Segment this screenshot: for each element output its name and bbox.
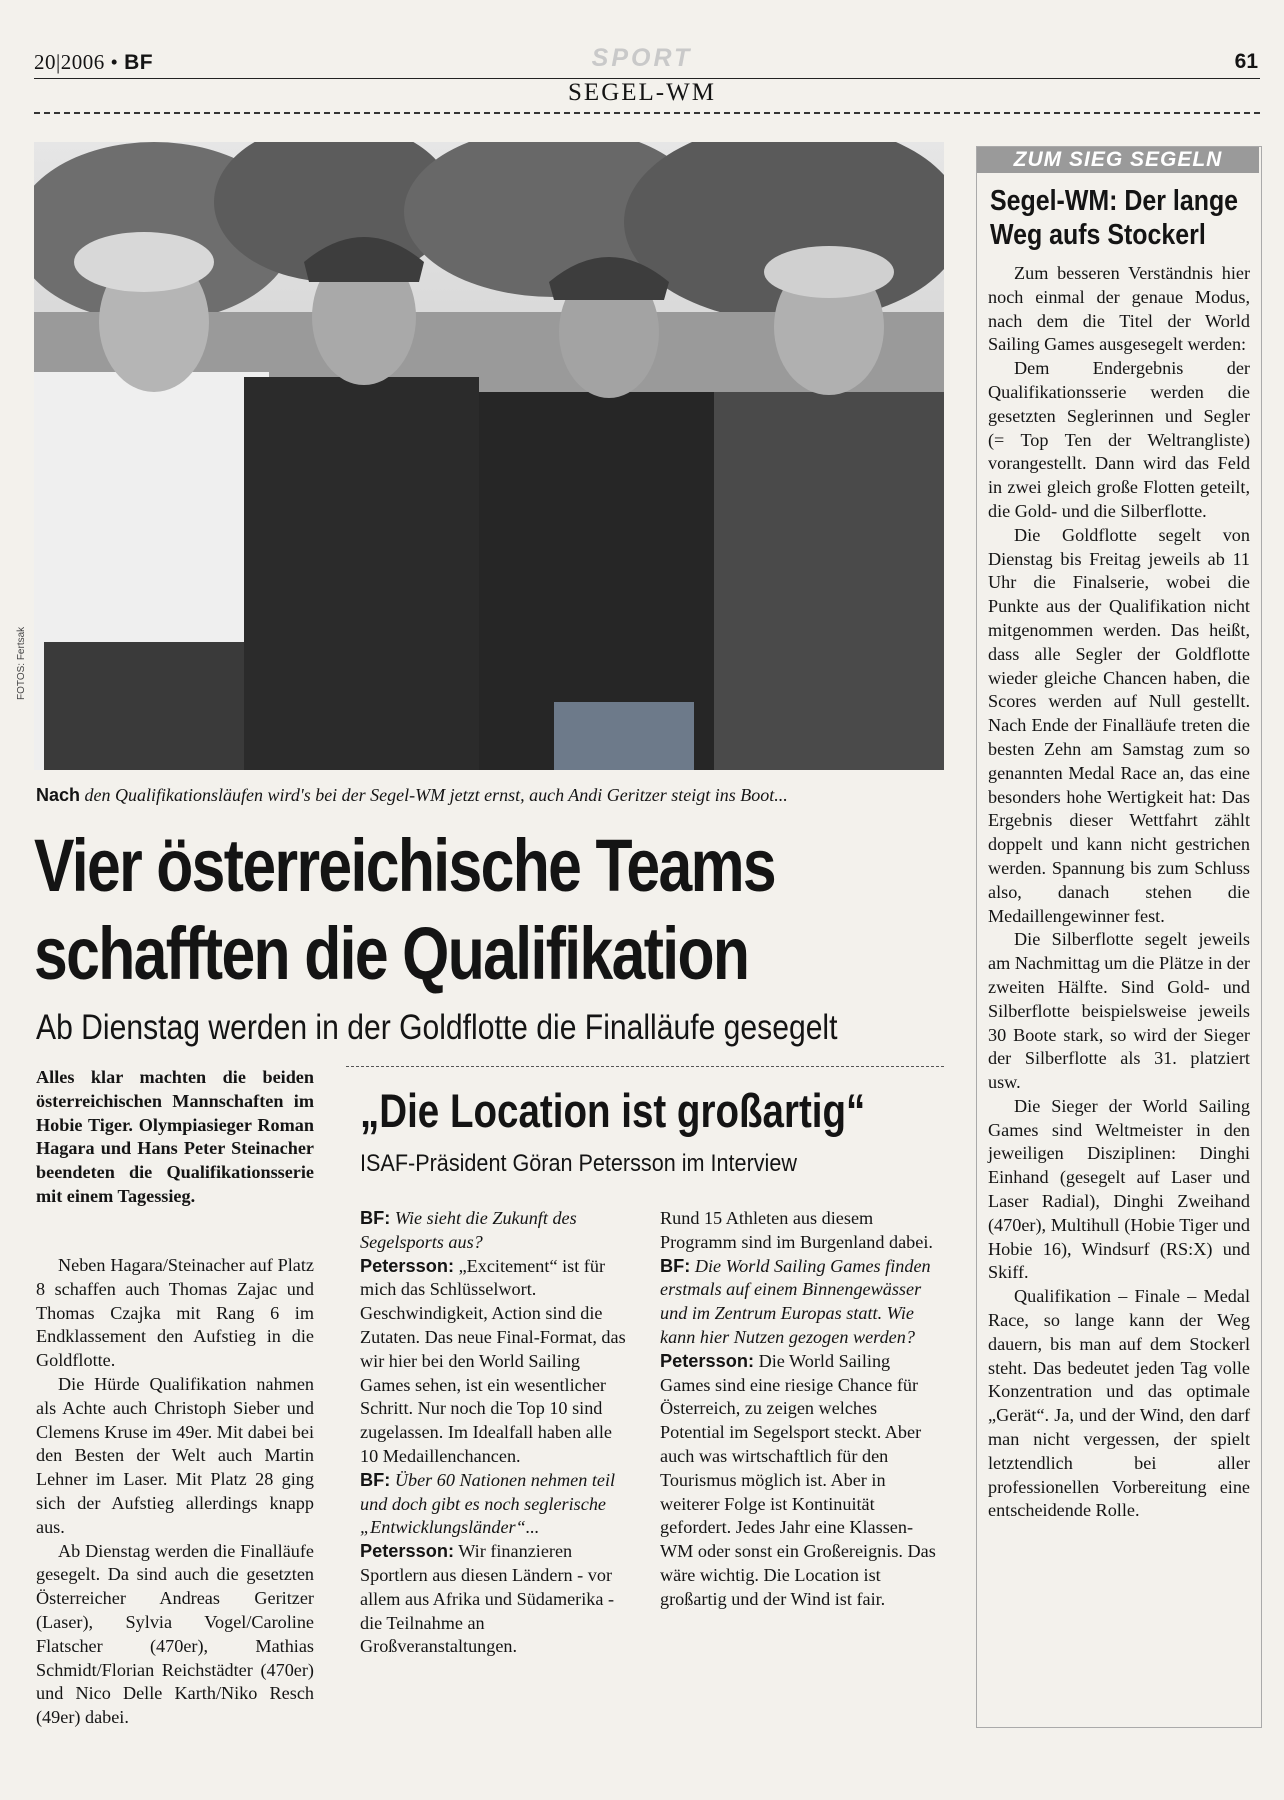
issue-bullet: • [110,50,119,74]
question-text: Die World Sailing Games finden erstmals auf einem Binnengewässer und im Zentrum Europas statt. Wie kann hier Nutzen gezogen werden? [660,1255,931,1347]
photo-credit: FOTOS: Fertsak [16,626,27,700]
publication-name: BF [124,51,154,74]
article-body [36,1254,314,1730]
interview-column-1 [360,1207,632,1659]
interview-question [660,1255,944,1350]
interview-answer [660,1350,944,1612]
speaker-label: Petersson: [360,1255,455,1276]
interview-question [360,1469,632,1540]
headline-line-1: Vier österreichische Teams [34,824,776,907]
article-lead: Alles klar machten die beiden österreichischen Mannschaften im Hobie Tiger. Olympiasieger Roman Hagara und Hans Peter Steinacher beendeten die Qualifikationsserie mit einem Tagessieg. [36,1067,314,1206]
interview-question [360,1207,632,1255]
sidebar-paragraph: Dem Endergebnis der Qualifikationsserie werden die gesetzten Seglerinnen und Segler (= Top Ten der Weltrangliste) vorangestellt. Dann wird das Feld in zwei gleich große Flotten geteilt, die Gold- und die Silberflotte. [988,358,1250,521]
speaker-label: BF: [360,1208,391,1228]
sidebar-paragraph: Die Goldflotte segelt von Dienstag bis Freitag jeweils ab 11 Uhr die Finalserie, wobei die Punkte aus der Qualifikation nicht mitgenommen werden. Das heißt, dass alle Segler der Goldflotte wieder gleiche Chancen haben, die Scores werden auf Null gestellt. Nach Ende der Finalläufe treten die besten Zehn am Samstag zum so genannten Medal Race an, das eine besonders hohe Wertigkeit hat: Das Ergebnis dieser Wettfahrt zählt doppelt und kann nicht gestrichen werden. Spannung bis zum Schluss also, danach stehen die Medaillengewinner fest. [988,524,1250,926]
sidebar-paragraph: Qualifikation – Finale – Medal Race, so lange kann der Weg dauern, bis man auf dem Stockerl steht. Das bedeutet jeden Tag volle Konzentration und das optimale „Gerät“. Ja, und der Wind, den darf man nicht vergessen, der spielt letztendlich bei aller professionellen Vorbereitung eine entscheidende Rolle. [988,1286,1250,1521]
speaker-label: Petersson: [660,1350,755,1371]
section-label: SPORT [591,44,693,72]
question-text: Wie sieht die Zukunft des Segelsports aus? [360,1208,577,1252]
answer-text: Rund 15 Athleten aus diesem Programm sind im Burgenland dabei. [660,1208,933,1252]
article-subheadline: Ab Dienstag werden in der Goldflotte die Finalläufe gesegelt [36,1008,838,1047]
caption-text: den Qualifikationsläufen wird's bei der Segel-WM jetzt ernst, auch Andi Geritzer steigt ins Boot... [80,785,788,805]
sidebar-paragraph: Zum besseren Verständnis hier noch einmal der genaue Modus, nach dem die Titel der World Sailing Games ausgesegelt werden: [988,263,1250,355]
interview-title: „Die Location ist großartig“ [360,1084,866,1137]
answer-text: Wir finanzieren Sportlern aus diesen Ländern - vor allem aus Afrika und Südamerika - die Teilnahme an Großveranstaltungen. [360,1541,615,1657]
issue-number: 20|2006 [34,50,105,74]
article-paragraph: Ab Dienstag werden die Finalläufe gesegelt. Da sind auch die gesetzten Österreicher Andreas Geritzer (Laser), Sylvia Vogel/Caroline Flatscher (470er), Mathias Schmidt/Florian Reichstädter (470er) und Nico Delle Karth/Niko Resch (49er) dabei. [36,1540,314,1728]
interview-answer [360,1255,632,1469]
section-title: SEGEL-WM [568,79,716,106]
article-headline [34,822,944,998]
interview-column-2 [660,1207,944,1612]
answer-text: Die World Sailing Games sind eine riesige Chance für Österreich, zu zeigen welches Potential im Segelsport steckt. Aber auch was wirtschaftlich für den Tourismus möglich ist. Aber in weiterer Folge ist Kontinuität gefordert. Jedes Jahr eine Klassen-WM oder sonst ein Großereignis. Das wäre wichtig. Die Location ist großartig und der Wind ist fair. [660,1350,936,1609]
interview-answer [360,1540,632,1659]
speaker-label: BF: [360,1469,391,1490]
page-number: 61 [1234,50,1258,73]
sidebar-banner: ZUM SIEG SEGELN [977,147,1259,173]
interview-answer [660,1207,944,1255]
article-paragraph: Neben Hagara/Steinacher auf Platz 8 schaffen auch Thomas Zajac und Thomas Czajka mit Rang 6 im Endklassement den Aufstieg in die Goldflotte. [36,1255,314,1371]
sidebar-body [988,262,1250,1523]
sidebar-title: Segel-WM: Der lange Weg aufs Stockerl [990,185,1239,251]
speaker-label: Petersson: [360,1541,455,1562]
team-photo [34,142,944,770]
caption-lead: Nach [36,785,81,805]
team-photo-illustration [34,142,944,770]
speaker-label: BF: [660,1255,691,1276]
answer-text: „Excitement“ ist für mich das Schlüsselwort. Geschwindigkeit, Action sind die Zutaten. Das neue Final-Format, das wir hier bei den World Sailing Games sehen, ist ein wesentlicher Schritt. Nur noch die Top 10 sind zugelassen. Im Idealfall haben alle 10 Medaillenchancen. [360,1255,626,1466]
article-paragraph: Die Hürde Qualifikation nahmen als Achte auch Christoph Sieber und Clemens Kruse im 49er. Mit dabei bei den Besten der Welt auch Martin Lehner im Laser. Mit Platz 28 ging sich der Aufstieg allerdings knapp aus. [36,1373,314,1537]
headline-line-2: schafften die Qualifikation [34,912,749,995]
sidebar-paragraph: Die Silberflotte segelt jeweils am Nachmittag um die Plätze in der zweiten Hälfte. Sind Gold- und Silberflotte beispielsweise jeweils 30 Boote stark, so wird der Sieger der Silberflotte als 31. platziert usw. [988,929,1250,1093]
sidebar-paragraph: Die Sieger der World Sailing Games sind Weltmeister in den jeweiligen Disziplinen: Dinghi Einhand (gesegelt auf Laser und Laser Radial), Dinghi Zweihand (470er), Multihull (Hobie Tiger und Hobie 16), Windsurf (RS:X) und Skiff. [988,1095,1250,1283]
interview-subtitle: ISAF-Präsident Göran Petersson im Interview [360,1150,797,1177]
question-text: Über 60 Nationen nehmen teil und doch gibt es noch seglerische „Entwicklungsländer“... [360,1469,616,1538]
header-dashed-rule [34,112,1260,114]
photo-caption [36,785,944,806]
